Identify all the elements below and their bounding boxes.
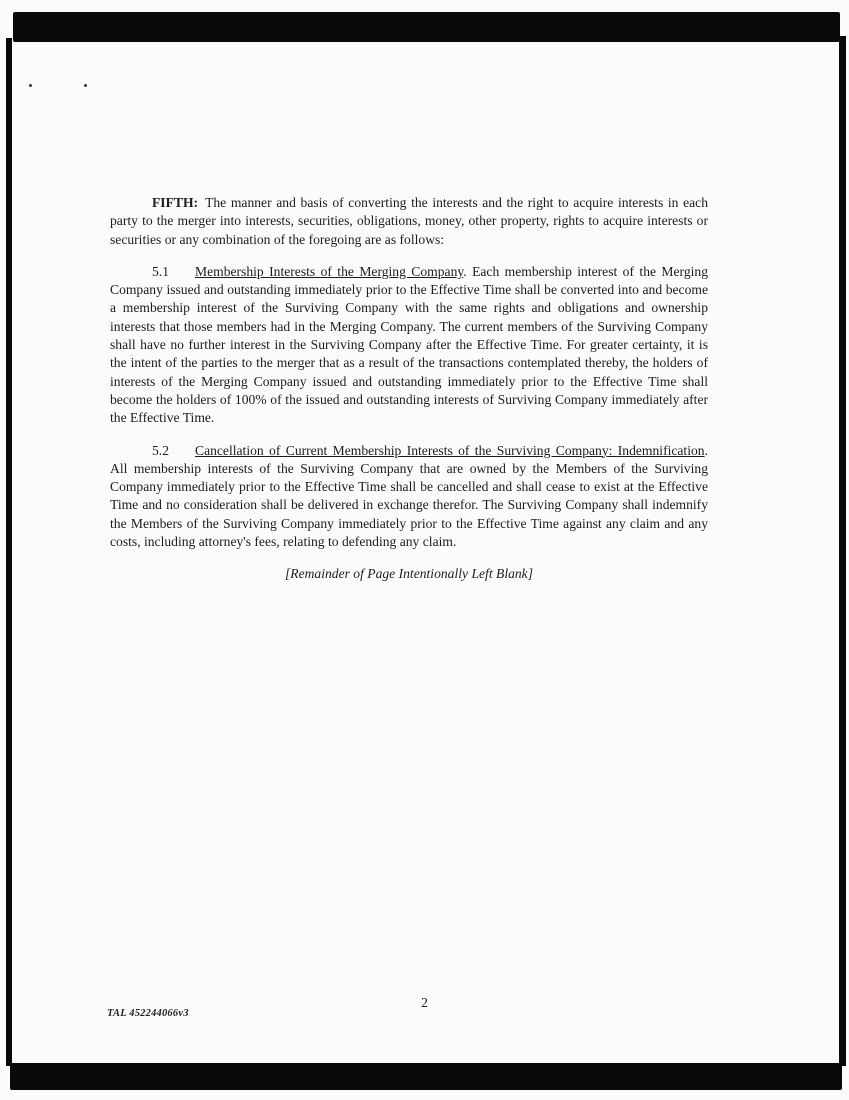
remainder-of-page-note: [Remainder of Page Intentionally Left Blank] <box>284 566 534 582</box>
fifth-label: FIFTH: <box>152 195 199 210</box>
section-5-2-body-text: . All membership interests of the Surviving Company that are owned by the Members of the Surviving Company immediately prior to the Effective Time shall be cancelled and shall cease to exist at the Effective Time and no consideration shall be delivered in exchange therefor. The Surviving Company shall indemnify the Members of the Surviving Company immediately prior to the Effective Time against any claim and any costs, including attorney's fees, relating to defending any claim. <box>110 442 708 550</box>
scan-speck <box>29 84 32 87</box>
section-5-1-heading: Membership Interests of the Merging Company <box>195 263 464 279</box>
page-number: 2 <box>421 995 428 1010</box>
scan-artifact-left-strip <box>6 38 12 1066</box>
section-5-2 <box>110 442 708 552</box>
scan-artifact-right-strip <box>839 36 846 1066</box>
section-5-2-heading: Cancellation of Current Membership Interests of the Surviving Company: Indemnification <box>195 442 705 458</box>
paragraph-fifth <box>110 194 708 249</box>
section-5-1-body-text: . Each membership interest of the Merging Company issued and outstanding immediately prior to the Effective Time shall be converted into and become a membership interest of the Surviving Company with the same rights and obligations and ownership interests that those members had in the Merging Company. The current members of the Surviving Company shall have no further interest in the Surviving Company after the Effective Time. For greater certainty, it is the intent of the parties to the merger that as a result of the transactions contemplated thereby, the holders of interests of the Merging Company issued and outstanding immediately prior to the Effective Time shall become the holders of 100% of the issued and outstanding interests of Surviving Company immediately after the Effective Time. <box>110 263 708 426</box>
document-body <box>110 194 708 598</box>
section-5-2-number: 5.2 <box>152 442 169 458</box>
fifth-body-text: The manner and basis of converting the interests and the right to acquire interests in each party to the merger into interests, securities, obligations, money, other property, rights to acquire interests or securities or any combination of the foregoing are as follows: <box>110 195 708 247</box>
document-id-footer: TAL 452244066v3 <box>107 1008 189 1019</box>
section-5-1-number: 5.1 <box>152 263 169 279</box>
scan-artifact-bottom-bar <box>10 1063 842 1090</box>
scan-speck <box>84 84 87 87</box>
section-5-1 <box>110 263 708 428</box>
scan-artifact-top-bar <box>13 12 840 42</box>
